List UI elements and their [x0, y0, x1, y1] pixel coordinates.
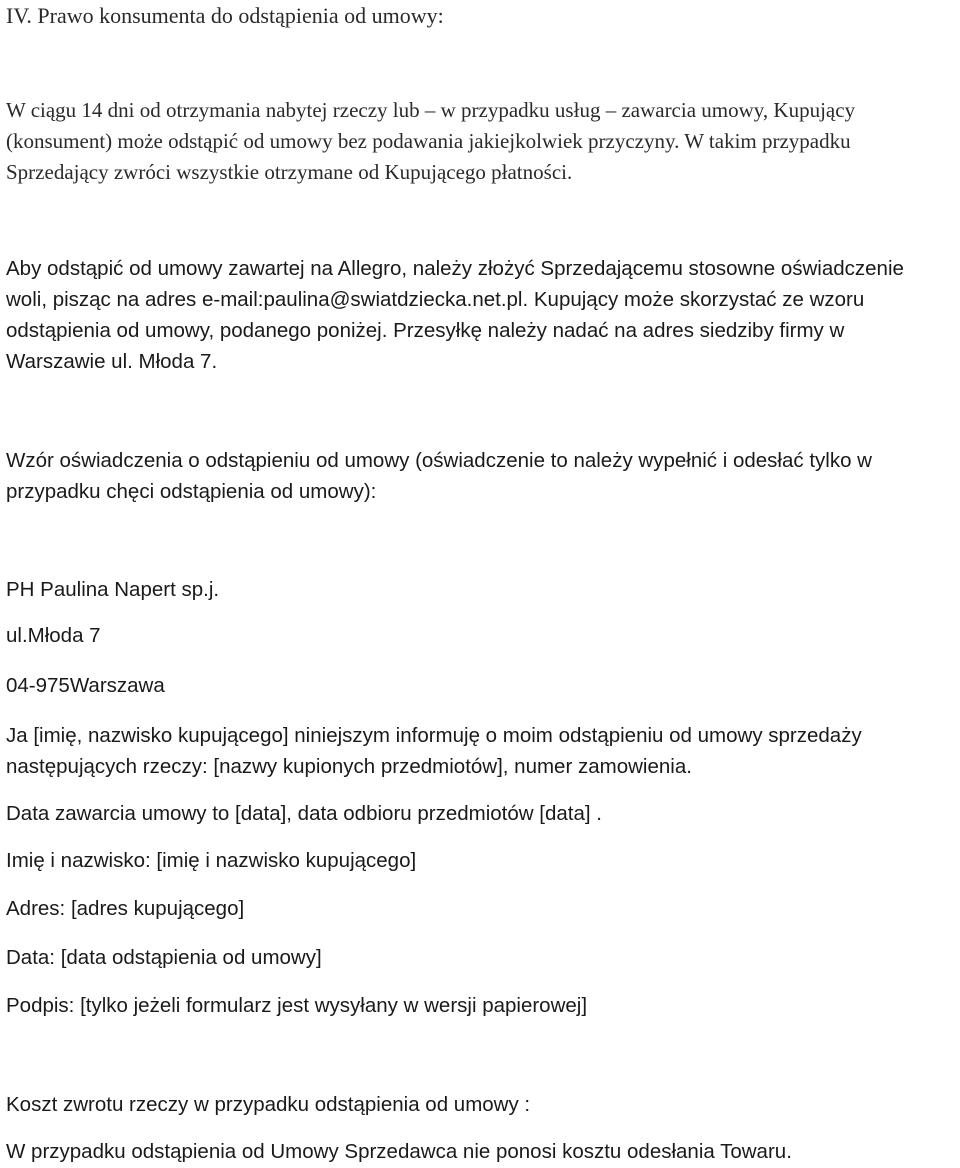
statement-line-2: następujących rzeczy: [nazwy kupionych przedmiotów], numer zamowienia.: [6, 755, 692, 778]
signature-field: Podpis: [tylko jeżeli formularz jest wysyłany w wersji papierowej]: [6, 994, 588, 1017]
paragraph1-line-3: Sprzedający zwróci wszystkie otrzymane od Kupującego płatności.: [6, 160, 573, 184]
paragraph2-line-1: Aby odstąpić od umowy zawartej na Allegro, należy złożyć Sprzedającemu stosowne oświadczenie: [6, 257, 904, 280]
paragraph1-line-2: (konsument) może odstąpić od umowy bez podawania jakiejkolwiek przyczyny. W takim przypadku: [6, 129, 851, 153]
address-city: 04-975Warszawa: [6, 674, 165, 697]
address-company: PH Paulina Napert sp.j.: [6, 578, 220, 601]
address-street: ul.Młoda 7: [6, 624, 101, 647]
paragraph3-line-2: przypadku chęci odstąpienia od umowy):: [6, 480, 377, 503]
return-cost-heading: Koszt zwrotu rzeczy w przypadku odstąpienia od umowy :: [6, 1093, 531, 1116]
paragraph1-line-1: W ciągu 14 dni od otrzymania nabytej rzeczy lub – w przypadku usług – zawarcia umowy, Kupujący: [6, 98, 856, 122]
paragraph2-line-3: odstąpienia od umowy, podanego poniżej. Przesyłkę należy nadać na adres siedziby firmy w: [6, 319, 845, 342]
paragraph2-line-2: woli, pisząc na adres e-mail:paulina@swiatdziecka.net.pl. Kupujący może skorzystać ze wzoru: [6, 288, 865, 311]
address-field: Adres: [adres kupującego]: [6, 897, 245, 920]
paragraph3-line-1: Wzór oświadczenia o odstąpieniu od umowy (oświadczenie to należy wypełnić i odesłać tylko w: [6, 449, 872, 472]
paragraph2-line-4: Warszawie ul. Młoda 7.: [6, 350, 218, 373]
date-field: Data: [data odstąpienia od umowy]: [6, 946, 322, 969]
section-title: IV. Prawo konsumenta do odstąpienia od umowy:: [6, 3, 444, 28]
contract-date-field: Data zawarcia umowy to [data], data odbioru przedmiotów [data] .: [6, 802, 602, 825]
statement-line-1: Ja [imię, nazwisko kupującego] niniejszym informuję o moim odstąpieniu od umowy sprzedaży: [6, 724, 862, 747]
return-cost-text: W przypadku odstąpienia od Umowy Sprzedawca nie ponosi kosztu odesłania Towaru.: [6, 1140, 792, 1163]
name-field: Imię i nazwisko: [imię i nazwisko kupującego]: [6, 849, 417, 872]
